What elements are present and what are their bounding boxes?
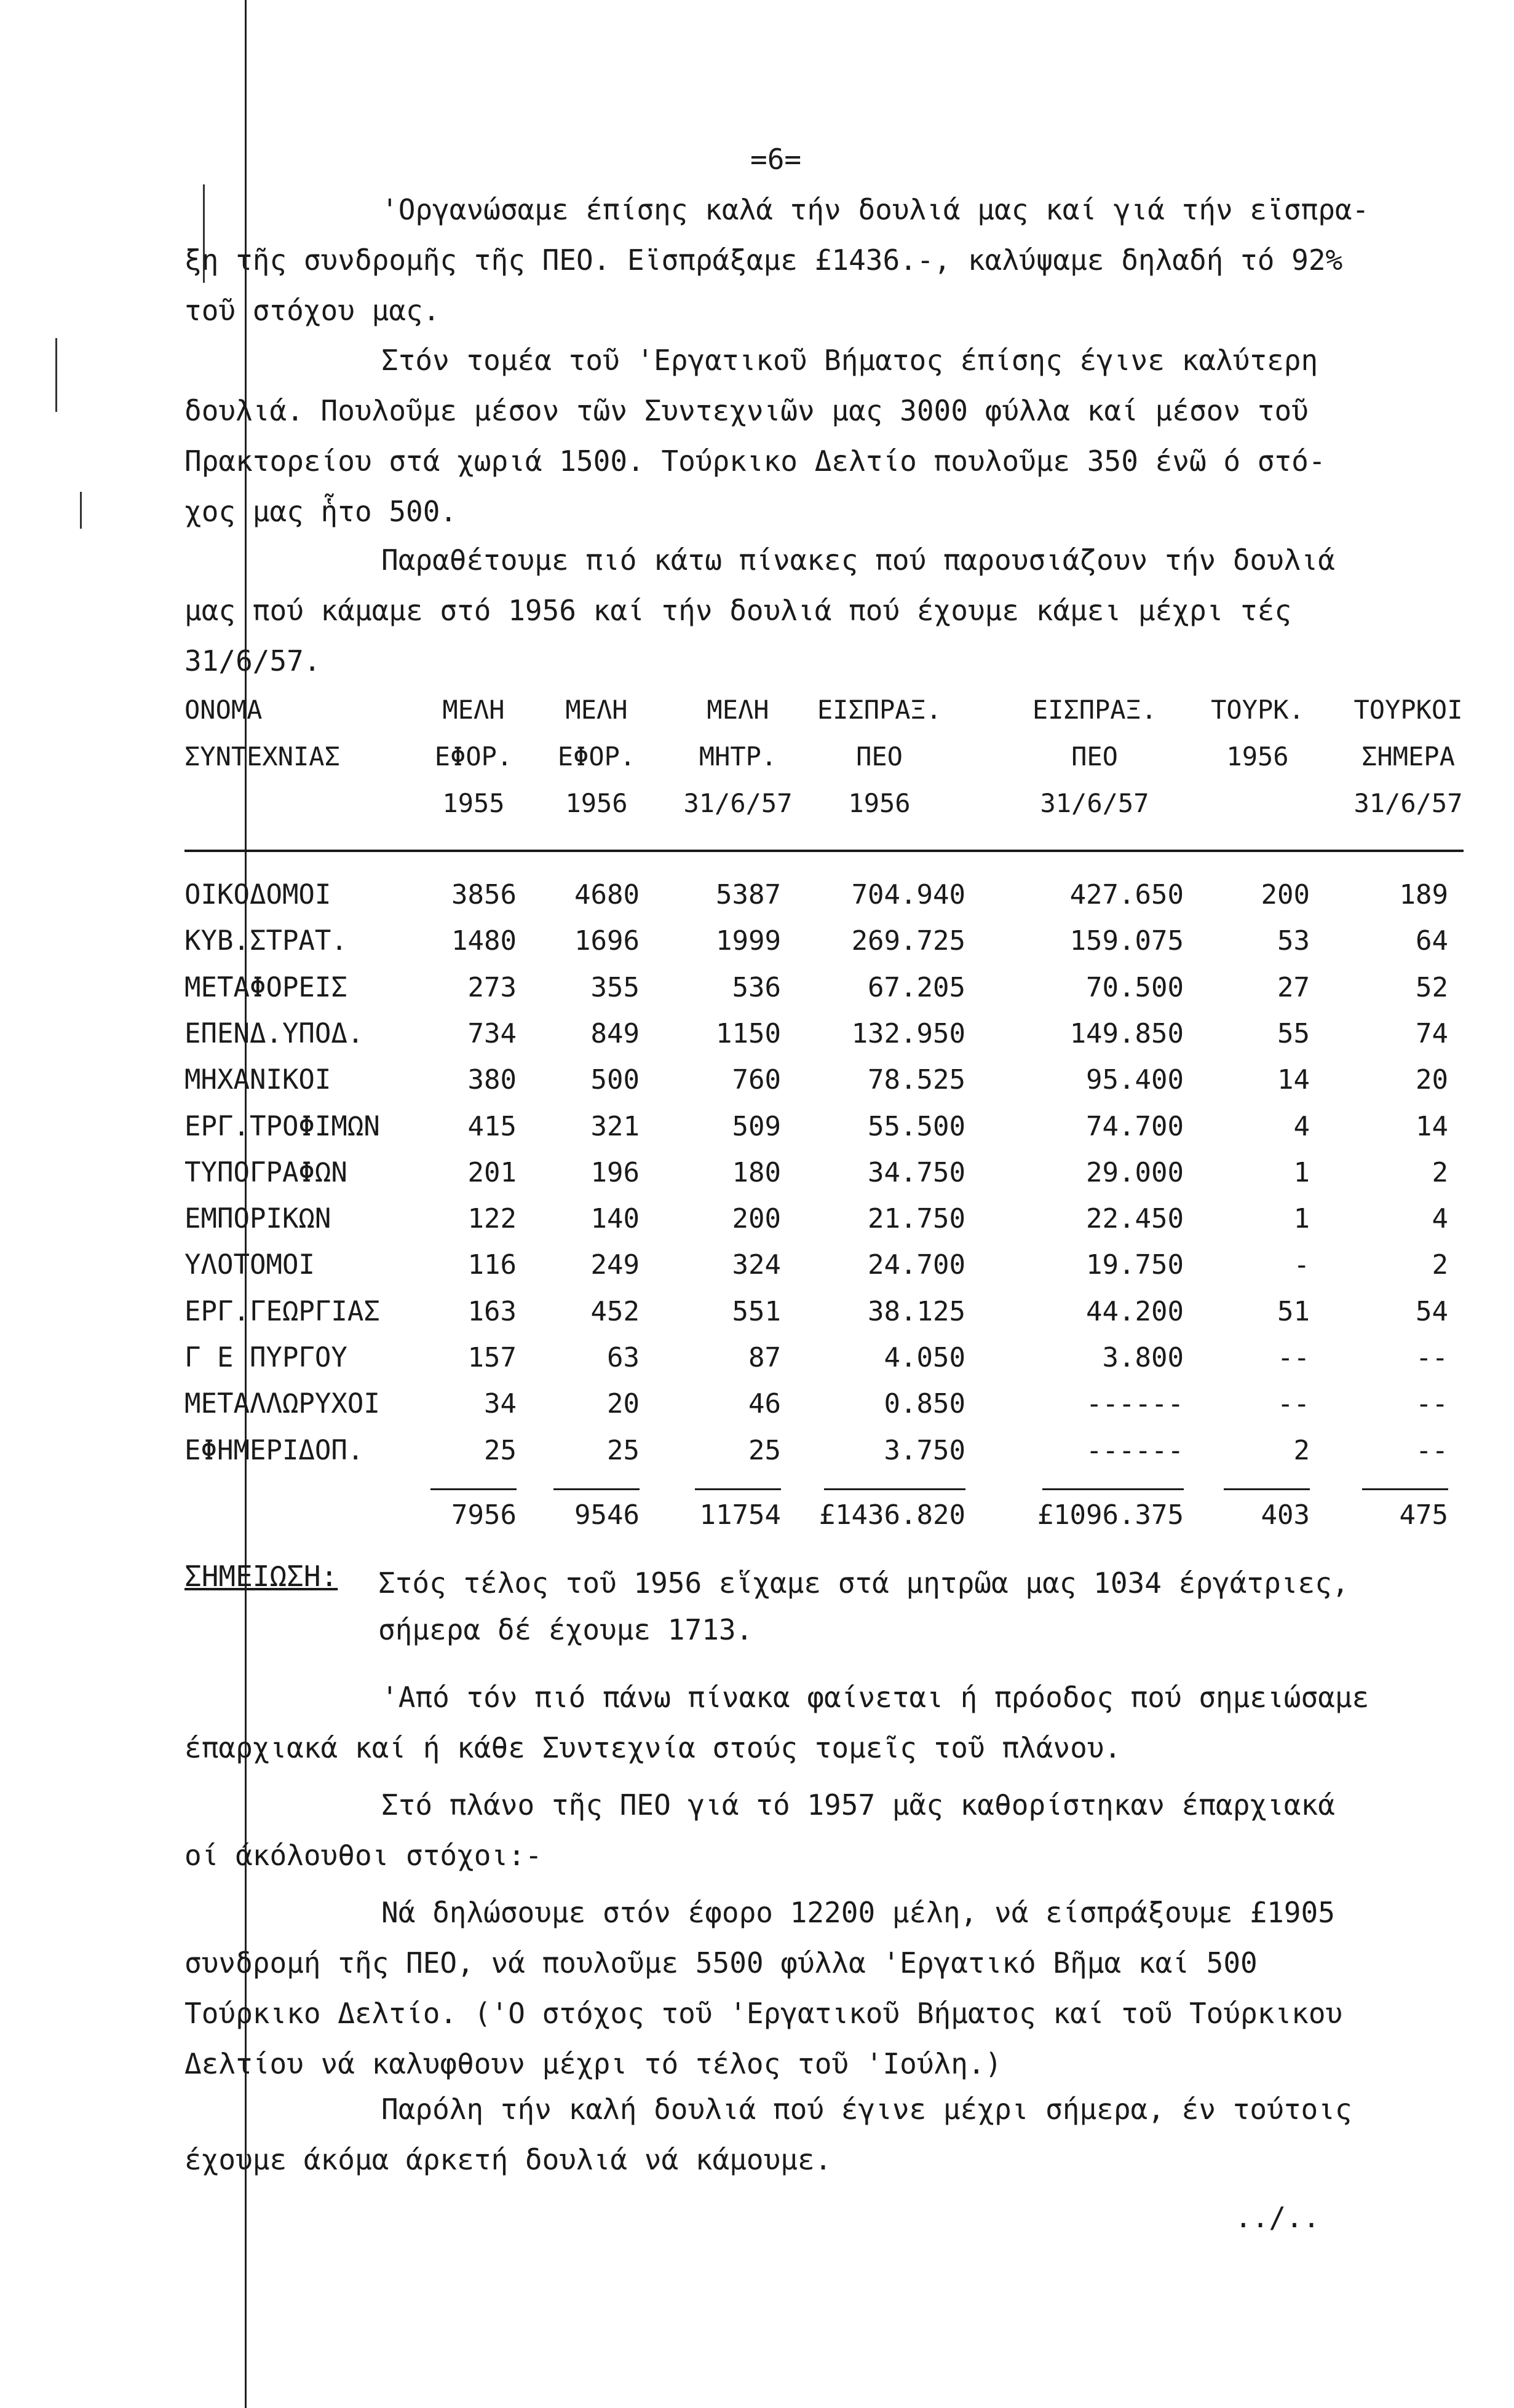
text-line: μας πού κάμαμε στό 1956 καί τήν δουλιά πού έχουμε κάμει μέχρι τές: [184, 594, 1292, 627]
table-cell: 74.700: [1086, 1110, 1184, 1142]
margin-mark: [55, 338, 57, 412]
row-name-cell: ΥΛΟΤΟΜΟΙ: [184, 1249, 315, 1281]
table-cell: 355: [590, 971, 640, 1003]
row-name-cell: ΕΠΕΝΔ.ΥΠΟΔ.: [184, 1017, 364, 1049]
table-cell: 38.125: [868, 1295, 965, 1327]
table-cell: 24.700: [868, 1249, 965, 1281]
table-cell: 34.750: [868, 1156, 965, 1188]
table-cell: -: [1293, 1249, 1310, 1281]
table-cell: 0.850: [884, 1388, 965, 1420]
table-header-cell: 1956: [1226, 741, 1289, 772]
total-rule: [824, 1488, 965, 1490]
table-cell: 116: [467, 1249, 517, 1281]
table-cell: 4.050: [884, 1342, 965, 1373]
continuation-mark: ../..: [1235, 2201, 1320, 2234]
table-cell: 452: [590, 1295, 640, 1327]
table-cell: 380: [467, 1064, 517, 1096]
page-number: =6=: [750, 143, 802, 176]
paragraph-table-intro: [184, 535, 1335, 686]
table-cell: 2: [1432, 1249, 1448, 1281]
text-line: Νά δηλώσουμε στόν έφορο 12200 μέλη, νά είσπράξουμε £1905: [381, 1896, 1335, 1929]
table-cell: 200: [732, 1203, 781, 1235]
table-cell: 25: [607, 1434, 640, 1466]
table-cell: 536: [732, 971, 781, 1003]
total-rule: [430, 1488, 517, 1490]
total-cell: 475: [1399, 1499, 1448, 1531]
table-header-cell: ΜΗΤΡ.: [699, 741, 777, 772]
text-line: Δελτίου νά καλυφθουν μέχρι τό τέλος τοῦ 'Ιούλη.): [184, 2047, 1002, 2080]
table-cell: 19.750: [1086, 1249, 1184, 1281]
table-cell: 22.450: [1086, 1203, 1184, 1235]
table-cell: 55.500: [868, 1110, 965, 1142]
total-rule: [1042, 1488, 1184, 1490]
table-cell: 427.650: [1069, 879, 1184, 910]
text-line: Παρόλη τήν καλή δουλιά πού έγινε μέχρι σήμερα, έν τούτοις: [381, 2093, 1352, 2126]
table-header-cell: ΟΝΟΜΑ: [184, 695, 263, 725]
paragraph-bima: [184, 335, 1326, 537]
table-header-cell: 31/6/57: [1353, 788, 1463, 818]
text-line: Τούρκικο Δελτίο. ('Ο στόχος τοῦ 'Εργατικοῦ Βήματος καί τοῦ Τούρκικου: [184, 1997, 1343, 2030]
table-cell: 70.500: [1086, 971, 1184, 1003]
row-name-cell: ΚΥΒ.ΣΤΡΑΤ.: [184, 925, 347, 957]
table-cell: 551: [732, 1295, 781, 1327]
table-cell: 20: [607, 1388, 640, 1420]
table-cell: 189: [1399, 879, 1448, 910]
table-cell: 14: [1416, 1110, 1448, 1142]
table-header-cell: 31/6/57: [1040, 788, 1149, 818]
row-name-cell: ΕΡΓ.ΤΡΟΦΙΜΩΝ: [184, 1110, 380, 1142]
row-name-cell: Γ Ε ΠΥΡΓΟΥ: [184, 1342, 347, 1373]
table-cell: 509: [732, 1110, 781, 1142]
table-cell: 14: [1277, 1064, 1310, 1096]
table-header-cell: ΜΕΛΗ: [565, 695, 628, 725]
total-rule: [1362, 1488, 1448, 1490]
text-line: χος μας ἧτο 500.: [184, 495, 458, 528]
table-cell: 34: [484, 1388, 517, 1420]
table-header-cell: ΜΕΛΗ: [442, 695, 505, 725]
table-header-cell: ΠΕΟ: [856, 741, 903, 772]
table-cell: 140: [590, 1203, 640, 1235]
text-line: έχουμε άκόμα άρκετή δουλιά νά κάμουμε.: [184, 2143, 832, 2176]
table-cell: 95.400: [1086, 1064, 1184, 1096]
total-rule: [695, 1488, 781, 1490]
table-cell: 249: [590, 1249, 640, 1281]
union-table: [184, 695, 1476, 1543]
table-cell: --: [1416, 1342, 1448, 1373]
table-cell: 44.200: [1086, 1295, 1184, 1327]
table-cell: 500: [590, 1064, 640, 1096]
table-cell: 27: [1277, 971, 1310, 1003]
row-name-cell: ΕΜΠΟΡΙΚΩΝ: [184, 1203, 331, 1235]
text-line: οί άκόλουθοι στόχοι:-: [184, 1839, 542, 1872]
paragraph-progress: [184, 1672, 1369, 1773]
text-line: Παραθέτουμε πιό κάτω πίνακες πού παρουσιάζουν τήν δουλιά: [381, 543, 1335, 577]
table-cell: 3.800: [1102, 1342, 1184, 1373]
row-name-cell: ΜΕΤΑΛΛΩΡΥΧΟΙ: [184, 1388, 380, 1420]
table-header-cell: ΣΥΝΤΕΧΝΙΑΣ: [184, 741, 340, 772]
table-cell: 55: [1277, 1017, 1310, 1049]
row-name-cell: ΟΙΚΟΔΟΜΟΙ: [184, 879, 331, 910]
row-name-cell: ΜΗΧΑΝΙΚΟΙ: [184, 1064, 331, 1096]
table-cell: 273: [467, 971, 517, 1003]
text-line: Στόν τομέα τοῦ 'Εργατικοῦ Βήματος έπίσης έγινε καλύτερη: [381, 344, 1318, 377]
table-cell: 1150: [716, 1017, 781, 1049]
text-line: τοῦ στόχου μας.: [184, 294, 440, 327]
table-cell: 2: [1293, 1434, 1310, 1466]
table-cell: 64: [1416, 925, 1448, 957]
total-cell: 403: [1261, 1499, 1310, 1531]
table-cell: 3856: [451, 879, 517, 910]
table-cell: 159.075: [1069, 925, 1184, 957]
table-cell: --: [1277, 1388, 1310, 1420]
table-cell: 52: [1416, 971, 1448, 1003]
table-cell: 87: [748, 1342, 781, 1373]
row-name-cell: ΤΥΠΟΓΡΑΦΩΝ: [184, 1156, 347, 1188]
table-cell: 149.850: [1069, 1017, 1184, 1049]
table-cell: 3.750: [884, 1434, 965, 1466]
table-rule: [184, 850, 1464, 852]
table-cell: ------: [1086, 1434, 1184, 1466]
row-name-cell: ΜΕΤΑΦΟΡΕΙΣ: [184, 971, 347, 1003]
text-line: έπαρχιακά καί ή κάθε Συντεχνία στούς τομεῖς τοῦ πλάνου.: [184, 1731, 1122, 1764]
text-line: σήμερα δέ έχουμε 1713.: [378, 1613, 753, 1646]
table-cell: 78.525: [868, 1064, 965, 1096]
total-cell: 11754: [699, 1499, 781, 1531]
table-cell: --: [1416, 1434, 1448, 1466]
total-cell: £1436.820: [818, 1499, 965, 1531]
text-line: ξη τῆς συνδρομῆς τῆς ΠΕΟ. Εϊσπράξαμε £1436.-, καλύψαμε δηλαδή τό 92%: [184, 243, 1343, 277]
total-cell: 7956: [451, 1499, 517, 1531]
row-name-cell: ΕΡΓ.ΓΕΩΡΓΙΑΣ: [184, 1295, 380, 1327]
table-cell: 54: [1416, 1295, 1448, 1327]
text-line: Στός τέλος τοῦ 1956 εἵχαμε στά μητρῶα μας 1034 έργάτριες,: [378, 1566, 1349, 1600]
text-line: 31/6/57.: [184, 644, 321, 677]
table-cell: 25: [484, 1434, 517, 1466]
total-rule: [553, 1488, 640, 1490]
margin-mark: [80, 492, 82, 529]
table-cell: 122: [467, 1203, 517, 1235]
table-cell: 760: [732, 1064, 781, 1096]
table-header-cell: ΤΟΥΡΚ.: [1211, 695, 1304, 725]
table-header-cell: ΠΕΟ: [1071, 741, 1118, 772]
total-rule: [1224, 1488, 1310, 1490]
text-line: Πρακτορείου στά χωριά 1500. Τούρκικο Δελτίο πουλοῦμε 350 ένῶ ό στό-: [184, 444, 1326, 478]
table-header-cell: 1955: [442, 788, 505, 818]
table-header-cell: ΕΙΣΠΡΑΞ.: [817, 695, 942, 725]
table-header-cell: ΕΦΟΡ.: [557, 741, 636, 772]
table-cell: 63: [607, 1342, 640, 1373]
table-cell: 29.000: [1086, 1156, 1184, 1188]
table-header-cell: 1956: [848, 788, 911, 818]
table-cell: 4: [1293, 1110, 1310, 1142]
table-cell: 1: [1293, 1156, 1310, 1188]
table-header-cell: ΕΦΟΡ.: [434, 741, 513, 772]
total-cell: £1096.375: [1037, 1499, 1184, 1531]
table-cell: 324: [732, 1249, 781, 1281]
table-cell: 201: [467, 1156, 517, 1188]
table-header-cell: ΕΙΣΠΡΑΞ.: [1032, 695, 1157, 725]
row-name-cell: ΕΦΗΜΕΡΙΔΟΠ.: [184, 1434, 364, 1466]
table-header-cell: ΜΕΛΗ: [707, 695, 769, 725]
table-cell: 704.940: [851, 879, 965, 910]
table-cell: 196: [590, 1156, 640, 1188]
note-label: ΣΗΜΕΙΩΣΗ:: [184, 1560, 338, 1593]
text-line: 'Οργανώσαμε έπίσης καλά τήν δουλιά μας καί γιά τήν εϊσπρα-: [381, 193, 1369, 226]
table-cell: --: [1416, 1388, 1448, 1420]
table-cell: ------: [1086, 1388, 1184, 1420]
table-cell: 20: [1416, 1064, 1448, 1096]
table-cell: 163: [467, 1295, 517, 1327]
table-cell: 51: [1277, 1295, 1310, 1327]
table-cell: 321: [590, 1110, 640, 1142]
table-cell: 1480: [451, 925, 517, 957]
text-line: συνδρομή τῆς ΠΕΟ, νά πουλοῦμε 5500 φύλλα 'Εργατικό Βῆμα καί 500: [184, 1946, 1258, 1980]
table-cell: 1696: [574, 925, 640, 957]
table-cell: 849: [590, 1017, 640, 1049]
paragraph-conclusion: [184, 2084, 1352, 2185]
table-cell: 157: [467, 1342, 517, 1373]
text-line: 'Από τόν πιό πάνω πίνακα φαίνεται ή πρόοδος πού σημειώσαμε: [381, 1681, 1369, 1714]
paragraph-plan: [184, 1780, 1335, 1881]
table-cell: 46: [748, 1388, 781, 1420]
table-header-cell: ΣΗΜΕΡΑ: [1361, 741, 1455, 772]
paragraph-collection: [184, 184, 1369, 336]
note-text: [378, 1560, 1349, 1653]
table-cell: 4680: [574, 879, 640, 910]
table-cell: 269.725: [851, 925, 965, 957]
table-cell: 415: [467, 1110, 517, 1142]
table-cell: 180: [732, 1156, 781, 1188]
table-cell: 2: [1432, 1156, 1448, 1188]
table-cell: 21.750: [868, 1203, 965, 1235]
table-cell: 67.205: [868, 971, 965, 1003]
text-line: Στό πλάνο τῆς ΠΕΟ γιά τό 1957 μᾶς καθορίστηκαν έπαρχιακά: [381, 1788, 1335, 1822]
table-header-cell: 31/6/57: [683, 788, 793, 818]
table-cell: 25: [748, 1434, 781, 1466]
table-cell: 74: [1416, 1017, 1448, 1049]
table-cell: 132.950: [851, 1017, 965, 1049]
paragraph-targets: [184, 1887, 1342, 2089]
table-header-cell: 1956: [565, 788, 628, 818]
table-header-cell: ΤΟΥΡΚΟΙ: [1353, 695, 1463, 725]
table-cell: 53: [1277, 925, 1310, 957]
total-cell: 9546: [574, 1499, 640, 1531]
table-cell: 1999: [716, 925, 781, 957]
table-cell: 5387: [716, 879, 781, 910]
table-cell: 734: [467, 1017, 517, 1049]
table-cell: 200: [1261, 879, 1310, 910]
table-cell: 4: [1432, 1203, 1448, 1235]
table-cell: --: [1277, 1342, 1310, 1373]
table-cell: 1: [1293, 1203, 1310, 1235]
text-line: δουλιά. Πουλοῦμε μέσον τῶν Συντεχνιῶν μας 3000 φύλλα καί μέσον τοῦ: [184, 394, 1309, 427]
